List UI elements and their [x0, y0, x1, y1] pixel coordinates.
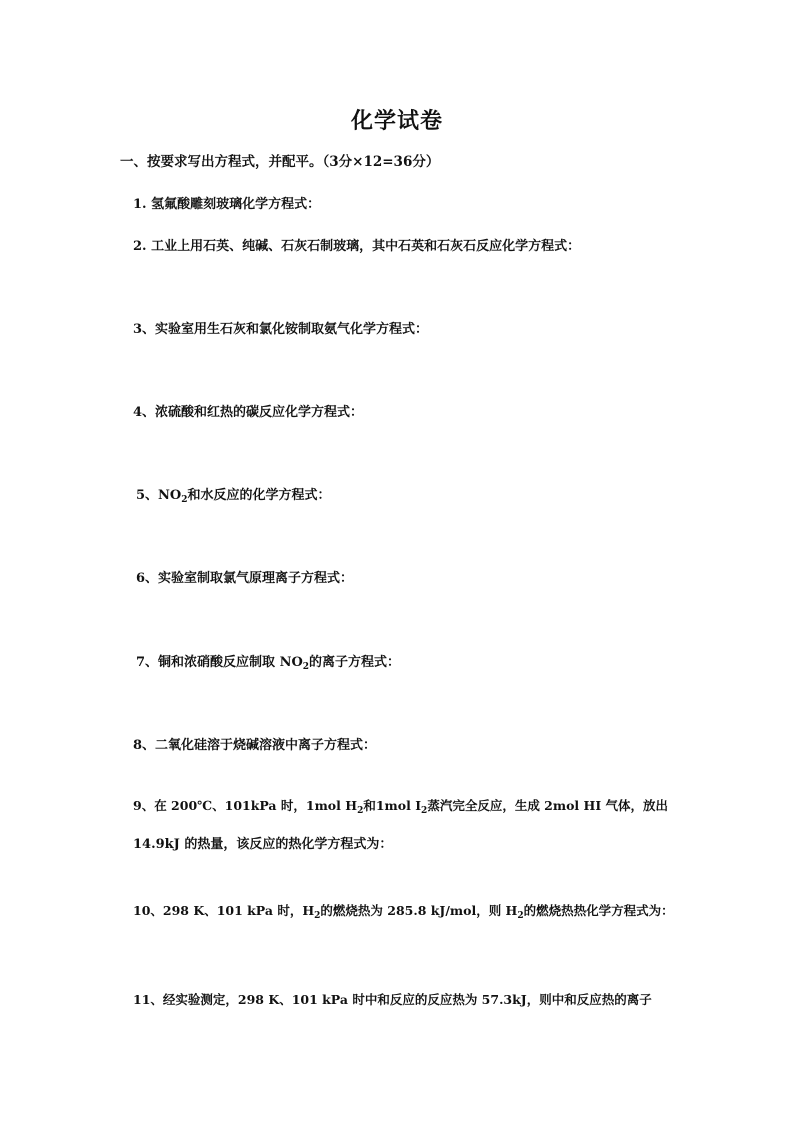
- page-title: 化学试卷: [350, 108, 443, 134]
- section-heading: 一、按要求写出方程式，并配平。（3分×12=36分）: [120, 154, 440, 170]
- question-7: [136, 651, 400, 670]
- question-3: 3、实验室用生石灰和氯化铵制取氨气化学方程式：: [133, 322, 429, 337]
- question-7-subscript: 2: [302, 662, 310, 672]
- question-10-text-b: 的燃烧热为 285.8 kJ/mol，则 H: [320, 903, 518, 918]
- question-5-text-b: 和水反应的化学方程式：: [187, 488, 331, 503]
- question-5-subscript: 2: [181, 495, 188, 505]
- question-10-subscript-2: 2: [517, 911, 524, 921]
- question-2: 2. 工业上用石英、纯碱、石灰石制玻璃，其中石英和石灰石反应化学方程式：: [133, 239, 581, 254]
- question-9-line-2: 14.9kJ 的热量，该反应的热化学方程式为：: [133, 837, 393, 852]
- question-9-text-a: 9、在 200℃、101kPa 时，1mol H: [133, 798, 358, 813]
- question-6: 6、实验室制取氯气原理离子方程式：: [136, 571, 354, 586]
- question-5-text-a: 5、NO: [136, 488, 182, 503]
- question-9-line-1: [133, 796, 668, 814]
- question-5: [136, 484, 331, 503]
- question-9-text-c: 蒸汽完全反应，生成 2mol HI 气体，放出: [427, 798, 669, 813]
- question-8: 8、二氧化硅溶于烧碱溶液中离子方程式：: [133, 738, 377, 753]
- question-10: [133, 901, 674, 919]
- question-1: 1. 氢氟酸雕刻玻璃化学方程式：: [133, 197, 321, 212]
- question-9-text-b: 和1mol I: [363, 798, 422, 813]
- question-7-text-b: 的离子方程式：: [309, 655, 401, 670]
- question-10-subscript-1: 2: [314, 911, 321, 921]
- question-9-subscript-1: 2: [357, 806, 364, 816]
- question-11: 11、经实验测定，298 K、101 kPa 时中和反应的反应热为 57.3kJ，则中和反应热的离子: [133, 992, 652, 1007]
- question-7-text-a: 7、铜和浓硝酸反应制取 NO: [136, 655, 303, 670]
- question-10-text-a: 10、298 K、101 kPa 时，H: [133, 903, 315, 918]
- question-10-text-c: 的燃烧热热化学方程式为：: [523, 903, 674, 918]
- question-4: 4、浓硫酸和红热的碳反应化学方程式：: [133, 405, 364, 420]
- question-9-subscript-2: 2: [421, 806, 428, 816]
